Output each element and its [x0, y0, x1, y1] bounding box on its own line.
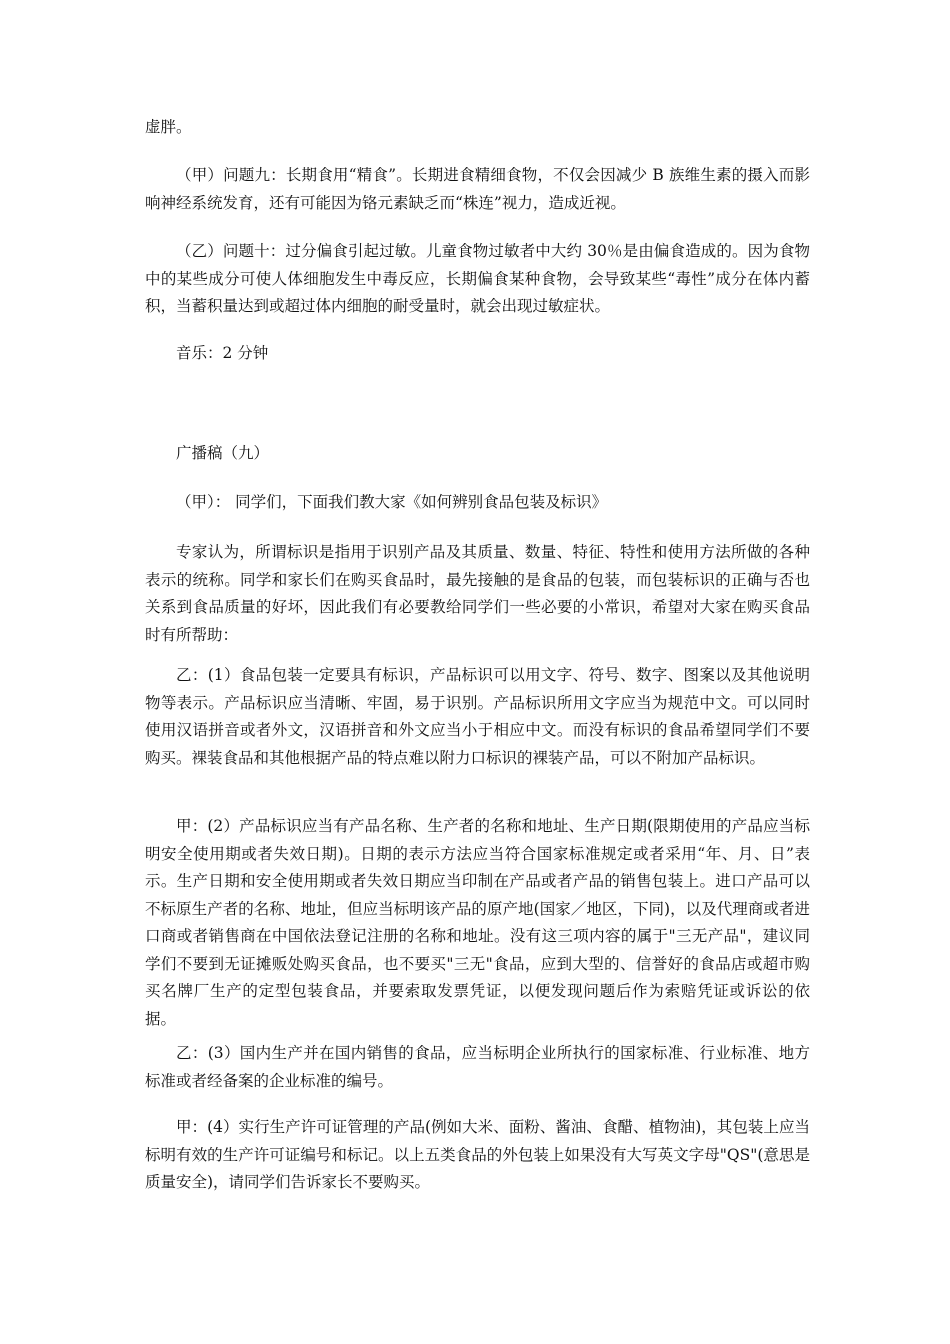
paragraph-intro: （甲）： 同学们，下面我们教大家《如何辨别食品包装及标识》: [176, 493, 608, 511]
paragraph-item-4: 甲：(4）实行生产许可证管理的产品(例如大米、面粉、酱油、食醋、植物油)，其包装上应当标明有效的生产许可证编号和标记。以上五类食品的外包装上如果没有大写英文字母"QS"(意思是质量安全)，请同学们告诉家长不要购买。: [145, 1118, 810, 1191]
paragraph-item-1: 乙：(1）食品包装一定要具有标识，产品标识可以用文字、符号、数字、图案以及其他说明物等表示。产品标识应当清晰、牢固，易于识别。产品标识所用文字应当为规范中文。可以同时使用汉语拼音或者外文，汉语拼音和外文应当小于相应中文。而没有标识的食品希望同学们不要购买。裸装食品和其他根据产品的特点难以附力口标识的裸装产品，可以不附加产品标识。: [145, 666, 810, 767]
paragraph-expert: 专家认为，所谓标识是指用于识别产品及其质量、数量、特征、特性和使用方法所做的各种表示的统称。同学和家长们在购买食品时，最先接触的是食品的包装，而包装标识的正确与否也关系到食品质量的好坏，因此我们有必要教给同学们一些必要的小常识，希望对大家在购买食品时有所帮助：: [145, 543, 810, 644]
paragraph-question-ten: （乙）问题十：过分偏食引起过敏。儿童食物过敏者中大约 30％是由偏食造成的。因为食物中的某些成分可使人体细胞发生中毒反应，长期偏食某种食物，会导致某些“毒性”成分在体内蓄积，当蓄积量达到或超过体内细胞的耐受量时，就会出现过敏症状。: [145, 242, 810, 315]
paragraph-continuation: 虚胖。: [145, 118, 192, 136]
paragraph-item-2: 甲：(2）产品标识应当有产品名称、生产者的名称和地址、生产日期(限期使用的产品应当标明安全使用期或者失效日期)。日期的表示方法应当符合国家标准规定或者采用“年、月、日”表示。生产日期和安全使用期或者失效日期应当印制在产品或者产品的销售包装上。进口产品可以不标原生产者的名称、地址，但应当标明该产品的原产地(国家／地区，下同)，以及代理商或者进口商或者销售商在中国依法登记注册的名称和地址。没有这三项内容的属于"三无产品"，建议同学们不要到无证摊贩处购买食品，也不要买"三无"食品，应到大型的、信誉好的食品店或超市购买名牌厂生产的定型包装食品，并要索取发票凭证，以便发现问题后作为索赔凭证或诉讼的依据。: [145, 817, 810, 1028]
section-heading: 广播稿（九）: [176, 444, 270, 462]
paragraph-item-3: 乙：(3）国内生产并在国内销售的食品，应当标明企业所执行的国家标准、行业标准、地方标准或者经备案的企业标准的编号。: [145, 1044, 810, 1090]
paragraph-music-note: 音乐：2 分钟: [176, 344, 269, 362]
paragraph-question-nine: （甲）问题九：长期食用“精食”。长期进食精细食物，不仅会因减少 B 族维生素的摄入而影响神经系统发育，还有可能因为铬元素缺乏而“株连”视力，造成近视。: [145, 166, 810, 212]
